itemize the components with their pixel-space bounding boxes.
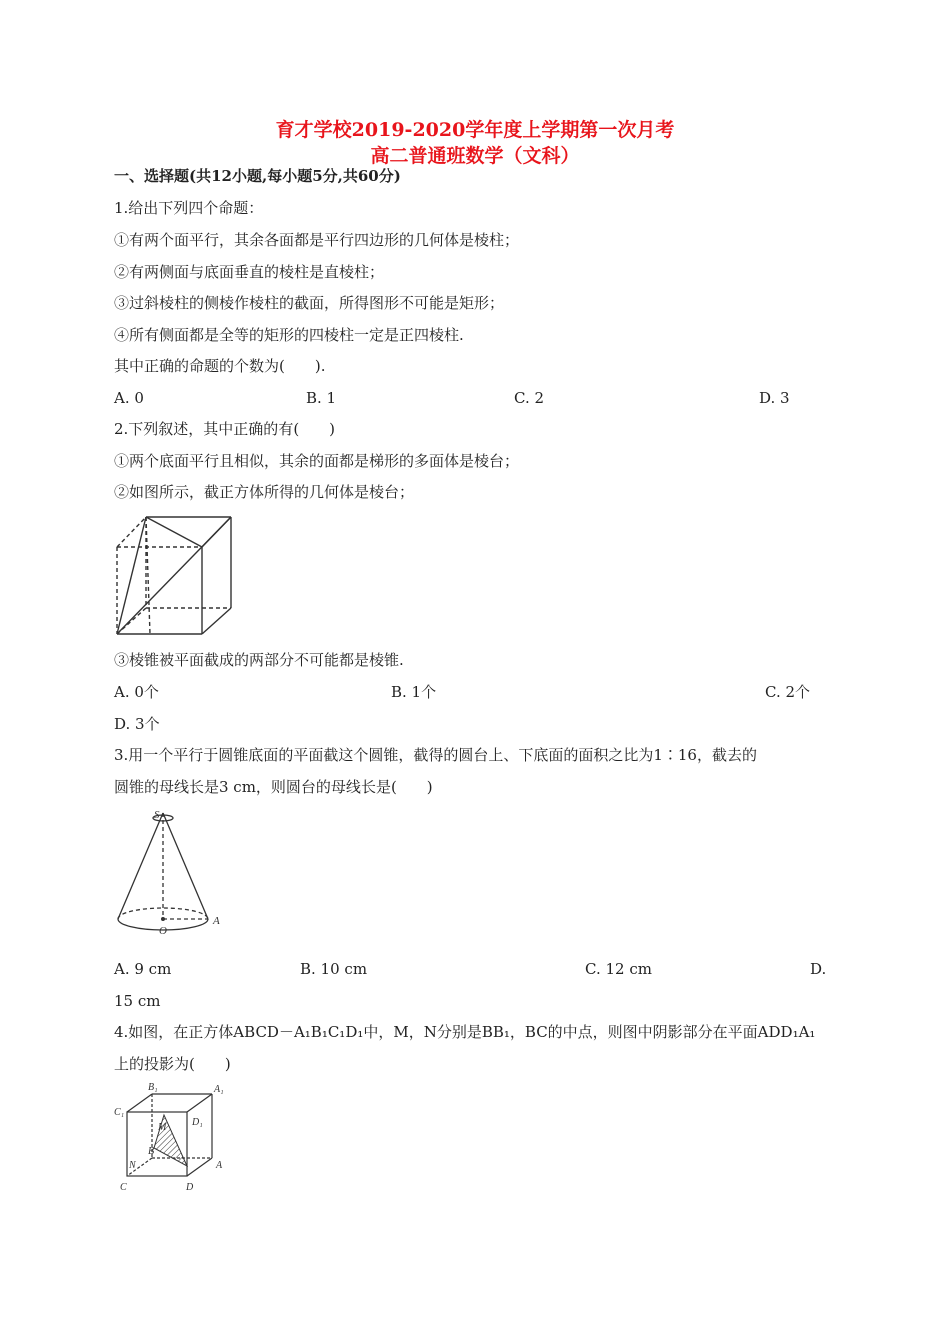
q1-stem: 1.给出下列四个命题： [114,199,264,217]
exam-title: 育才学校2019-2020学年度上学期第一次月考 [275,119,675,141]
label-d: D [186,1182,194,1193]
q3-option-c: C. 12 cm [585,960,652,978]
label-n: N [129,1160,136,1171]
label-b: B [148,1146,155,1157]
q3-line-2: 圆锥的母线长是3 cm，则圆台的母线长是( ) [114,778,433,796]
q4-line-2: 上的投影为( ) [114,1055,231,1073]
q1-option-a: A. 0 [114,389,144,407]
q1-question: 其中正确的命题的个数为( ). [114,357,326,375]
q3-option-d-value: 15 cm [114,992,161,1010]
q3-option-b: B. 10 cm [300,960,368,978]
q2-item-2: ②如图所示，截正方体所得的几何体是棱台； [114,483,415,501]
q2-option-b: B. 1个 [391,683,437,701]
section-heading: 一、选择题(共12小题,每小题5分,共60分) [114,167,401,185]
q3-line-1: 3.用一个平行于圆锥底面的平面截这个圆锥，截得的圆台上、下底面的面积之比为1∶16，截去的 [114,746,757,764]
q1-item-1: ①有两个面平行，其余各面都是平行四边形的几何体是棱柱； [114,231,520,249]
cone-figure [112,808,236,940]
q1-option-b: B. 1 [306,389,337,407]
label-c1: C₁ [114,1107,125,1118]
q4-line-1: 4.如图，在正方体ABCD－A₁B₁C₁D₁中，M，N分别是BB₁，BC的中点，则图中阴影部分在平面ADD₁A₁ [114,1023,816,1041]
q2-option-c: C. 2个 [765,683,811,701]
label-a: A [216,1160,223,1171]
exam-subtitle: 高二普通班数学（文科） [370,145,580,167]
cone-label-o: O [159,925,167,937]
q2-option-a: A. 0个 [114,683,159,701]
cube-projection-figure [112,1080,232,1196]
label-a1: A₁ [214,1084,224,1095]
q3-option-a: A. 9 cm [114,960,172,978]
q3-option-d: D. [810,960,827,978]
label-m: M [158,1122,167,1133]
q1-item-4: ④所有侧面都是全等的矩形的四棱柱一定是正四棱柱. [114,326,464,344]
q1-item-2: ②有两侧面与底面垂直的棱柱是直棱柱； [114,263,385,281]
q1-item-3: ③过斜棱柱的侧棱作棱柱的截面，所得图形不可能是矩形； [114,294,505,312]
q2-item-1: ①两个底面平行且相似，其余的面都是梯形的多面体是棱台； [114,452,520,470]
q2-option-d: D. 3个 [114,715,160,733]
label-b1: B₁ [148,1082,158,1093]
label-c: C [120,1182,127,1193]
cube-cut-figure [112,514,236,640]
cone-label-a: A [213,915,220,927]
q1-option-c: C. 2 [514,389,545,407]
q2-item-3: ③棱锥被平面截成的两部分不可能都是棱锥. [114,651,404,669]
q1-option-d: D. 3 [759,389,790,407]
label-d1: D₁ [192,1117,203,1128]
q2-stem: 2.下列叙述，其中正确的有( ) [114,420,336,438]
cone-label-s: S [154,809,160,821]
